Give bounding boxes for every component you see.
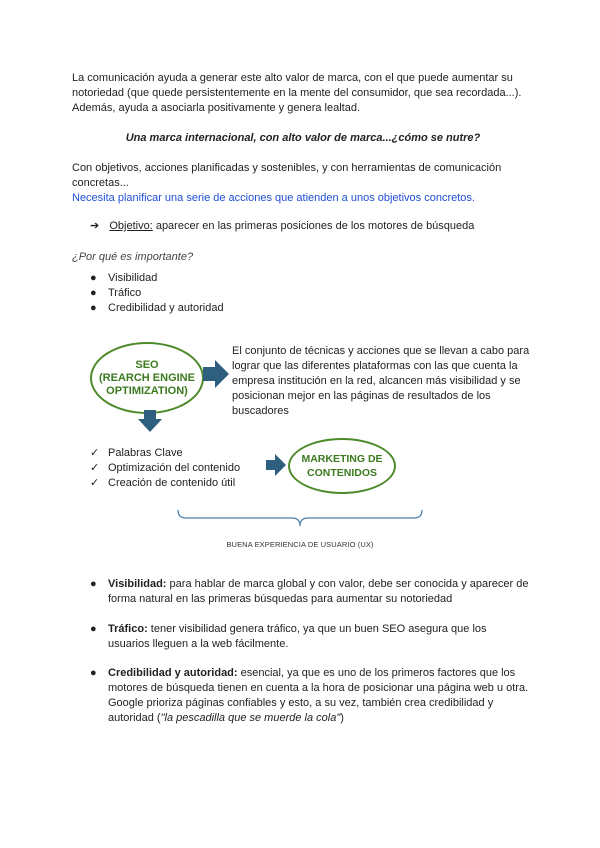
marketing-ellipse — [288, 438, 396, 494]
list-item: ● Visibilidad: para hablar de marca global y con valor, debe ser conocida y aparecer de forma natural en las primeras búsquedas para aumentar su notoriedad — [90, 578, 529, 605]
paragraph-2 — [72, 161, 534, 206]
marketing-line-2: CONTENIDOS — [306, 467, 377, 479]
list-item: ● Tráfico: tener visibilidad genera tráfico, ya que un buen SEO asegura que los usuarios lleguen a la web fácilmente. — [90, 623, 487, 650]
objective-text: aparecer en las primeras posiciones de los motores de búsqueda — [152, 220, 475, 232]
detail-text: tener visibilidad genera tráfico, ya que un buen SEO asegura que los usuarios lleguen a la web fácilmente. — [108, 623, 487, 650]
question-heading: Una marca internacional, con alto valor de marca...¿cómo se nutre? — [125, 132, 481, 144]
ux-label: BUENA EXPERIENCIA DE USUARIO (UX) — [226, 540, 374, 549]
check-icon: ✓ — [90, 447, 100, 459]
check-icon: ✓ — [90, 477, 100, 489]
detail-title: Tráfico: — [108, 623, 148, 635]
detail-title: Visibilidad: — [108, 578, 167, 590]
detail-text: para hablar de marca global y con valor, debe ser conocida y aparecer de forma natural en las primeras búsquedas para aumentar su notoriedad — [108, 578, 529, 605]
marketing-line-1: MARKETING DE — [301, 453, 383, 465]
ux-brace — [176, 508, 424, 530]
why-heading: ¿Por qué es importante? — [72, 251, 194, 263]
objective-line — [90, 219, 552, 234]
list-item: ● Credibilidad y autoridad: esencial, ya que es uno de los primeros factores que los motores de búsqueda tienen en cuenta a la hora de posicionar una página web u otra. Google prioriza páginas confiables y esto, a su vez, también crea credibilidad y autoridad ("la pescadilla que se muerde la cola") — [90, 667, 529, 724]
arrow-down-icon — [138, 410, 162, 432]
seo-description: El conjunto de técnicas y acciones que se llevan a cabo para lograr que las diferentes plataformas con las que cuenta la empresa institución en la red, alcancen más visibilidad y se posicionan mejor en las páginas de resultados de los buscadores — [232, 345, 530, 417]
detail-title: Credibilidad y autoridad: — [108, 667, 238, 679]
para2-text: Con objetivos, acciones planificadas y sostenibles, y con herramientas de comunicación concretas... — [72, 162, 502, 189]
arrow-right-icon — [203, 360, 229, 388]
seo-subtitle-2: OPTIMIZATION) — [106, 384, 188, 397]
detail-quote: "la pescadilla que se muerde la cola" — [160, 712, 341, 724]
seo-subtitle-1: (REARCH ENGINE — [99, 371, 195, 384]
para2-blue-text: Necesita planificar una serie de acciones que atienden a unos objetivos concretos. — [72, 192, 475, 204]
detail-close: ) — [340, 712, 344, 724]
seo-ellipse — [90, 342, 204, 414]
arrow-right-icon: ➔ — [90, 220, 100, 232]
seo-title: SEO — [135, 358, 159, 371]
detail-text: esencial, ya que es uno de los primeros factores que los motores de búsqueda tienen en cuenta a la hora de posicionar una página web u otra. Google prioriza páginas confiables y esto, a su vez, también crea credibilidad y autoridad ( — [108, 667, 529, 724]
check-icon: ✓ — [90, 462, 100, 474]
arrow-right-icon — [266, 454, 286, 476]
intro-paragraph: La comunicación ayuda a generar este alto valor de marca, con el que puede aumentar su notoriedad (que quede persistentemente en la mente del consumidor, que sea recordada...). Además, ayuda a asociarla positivamente y genera lealtad. — [72, 72, 522, 114]
objective-label: Objetivo: — [109, 220, 153, 232]
